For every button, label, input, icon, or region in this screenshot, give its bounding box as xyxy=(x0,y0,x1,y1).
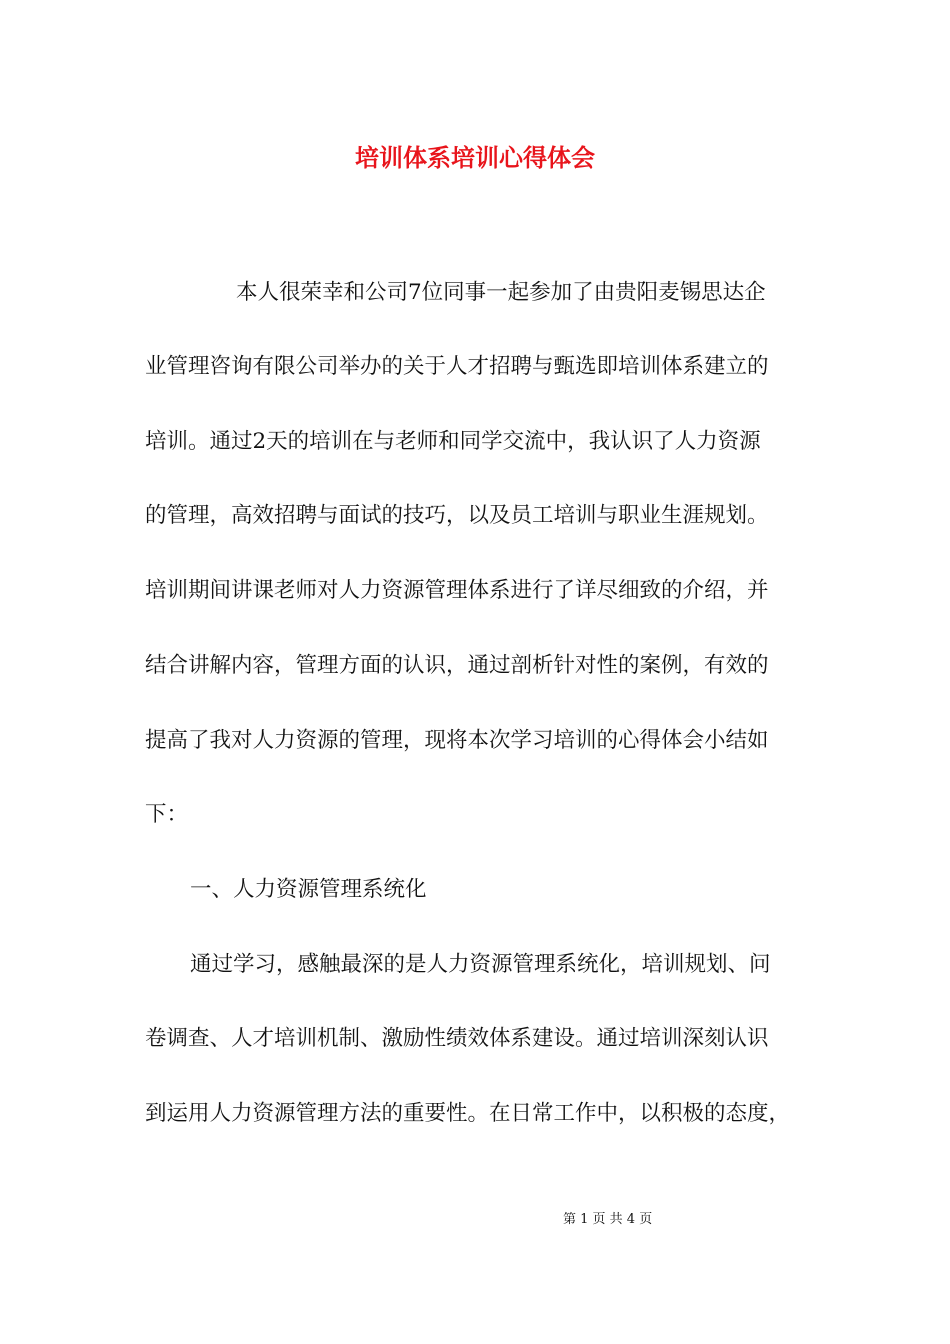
paragraph-line: 业管理咨询有限公司举办的关于人才招聘与甄选即培训体系建立的 xyxy=(145,354,769,379)
paragraph-line: 到运用人力资源管理方法的重要性。在日常工作中，以积极的态度， xyxy=(145,1101,791,1126)
paragraph-line: 本人很荣幸和公司7位同事一起参加了由贵阳麦锡思达企 xyxy=(236,280,766,305)
section-heading: 一、人力资源管理系统化 xyxy=(190,877,427,902)
paragraph-line: 培训期间讲课老师对人力资源管理体系进行了详尽细致的介绍，并 xyxy=(145,578,769,603)
paragraph-line: 提高了我对人力资源的管理，现将本次学习培训的心得体会小结如 xyxy=(145,728,769,753)
paragraph-line: 结合讲解内容，管理方面的认识，通过剖析针对性的案例，有效的 xyxy=(145,653,769,678)
paragraph-line: 的管理，高效招聘与面试的技巧，以及员工培训与职业生涯规划。 xyxy=(145,503,769,528)
paragraph-line: 通过学习，感触最深的是人力资源管理系统化，培训规划、问 xyxy=(190,952,771,977)
paragraph-line: 卷调查、人才培训机制、激励性绩效体系建设。通过培训深刻认识 xyxy=(145,1026,769,1051)
paragraph-line: 培训。通过2天的培训在与老师和同学交流中，我认识了人力资源 xyxy=(145,429,761,454)
page-number: 第 1 页 共 4 页 xyxy=(563,1212,653,1227)
document-title: 培训体系培训心得体会 xyxy=(355,143,595,172)
paragraph-line: 下： xyxy=(145,802,189,827)
